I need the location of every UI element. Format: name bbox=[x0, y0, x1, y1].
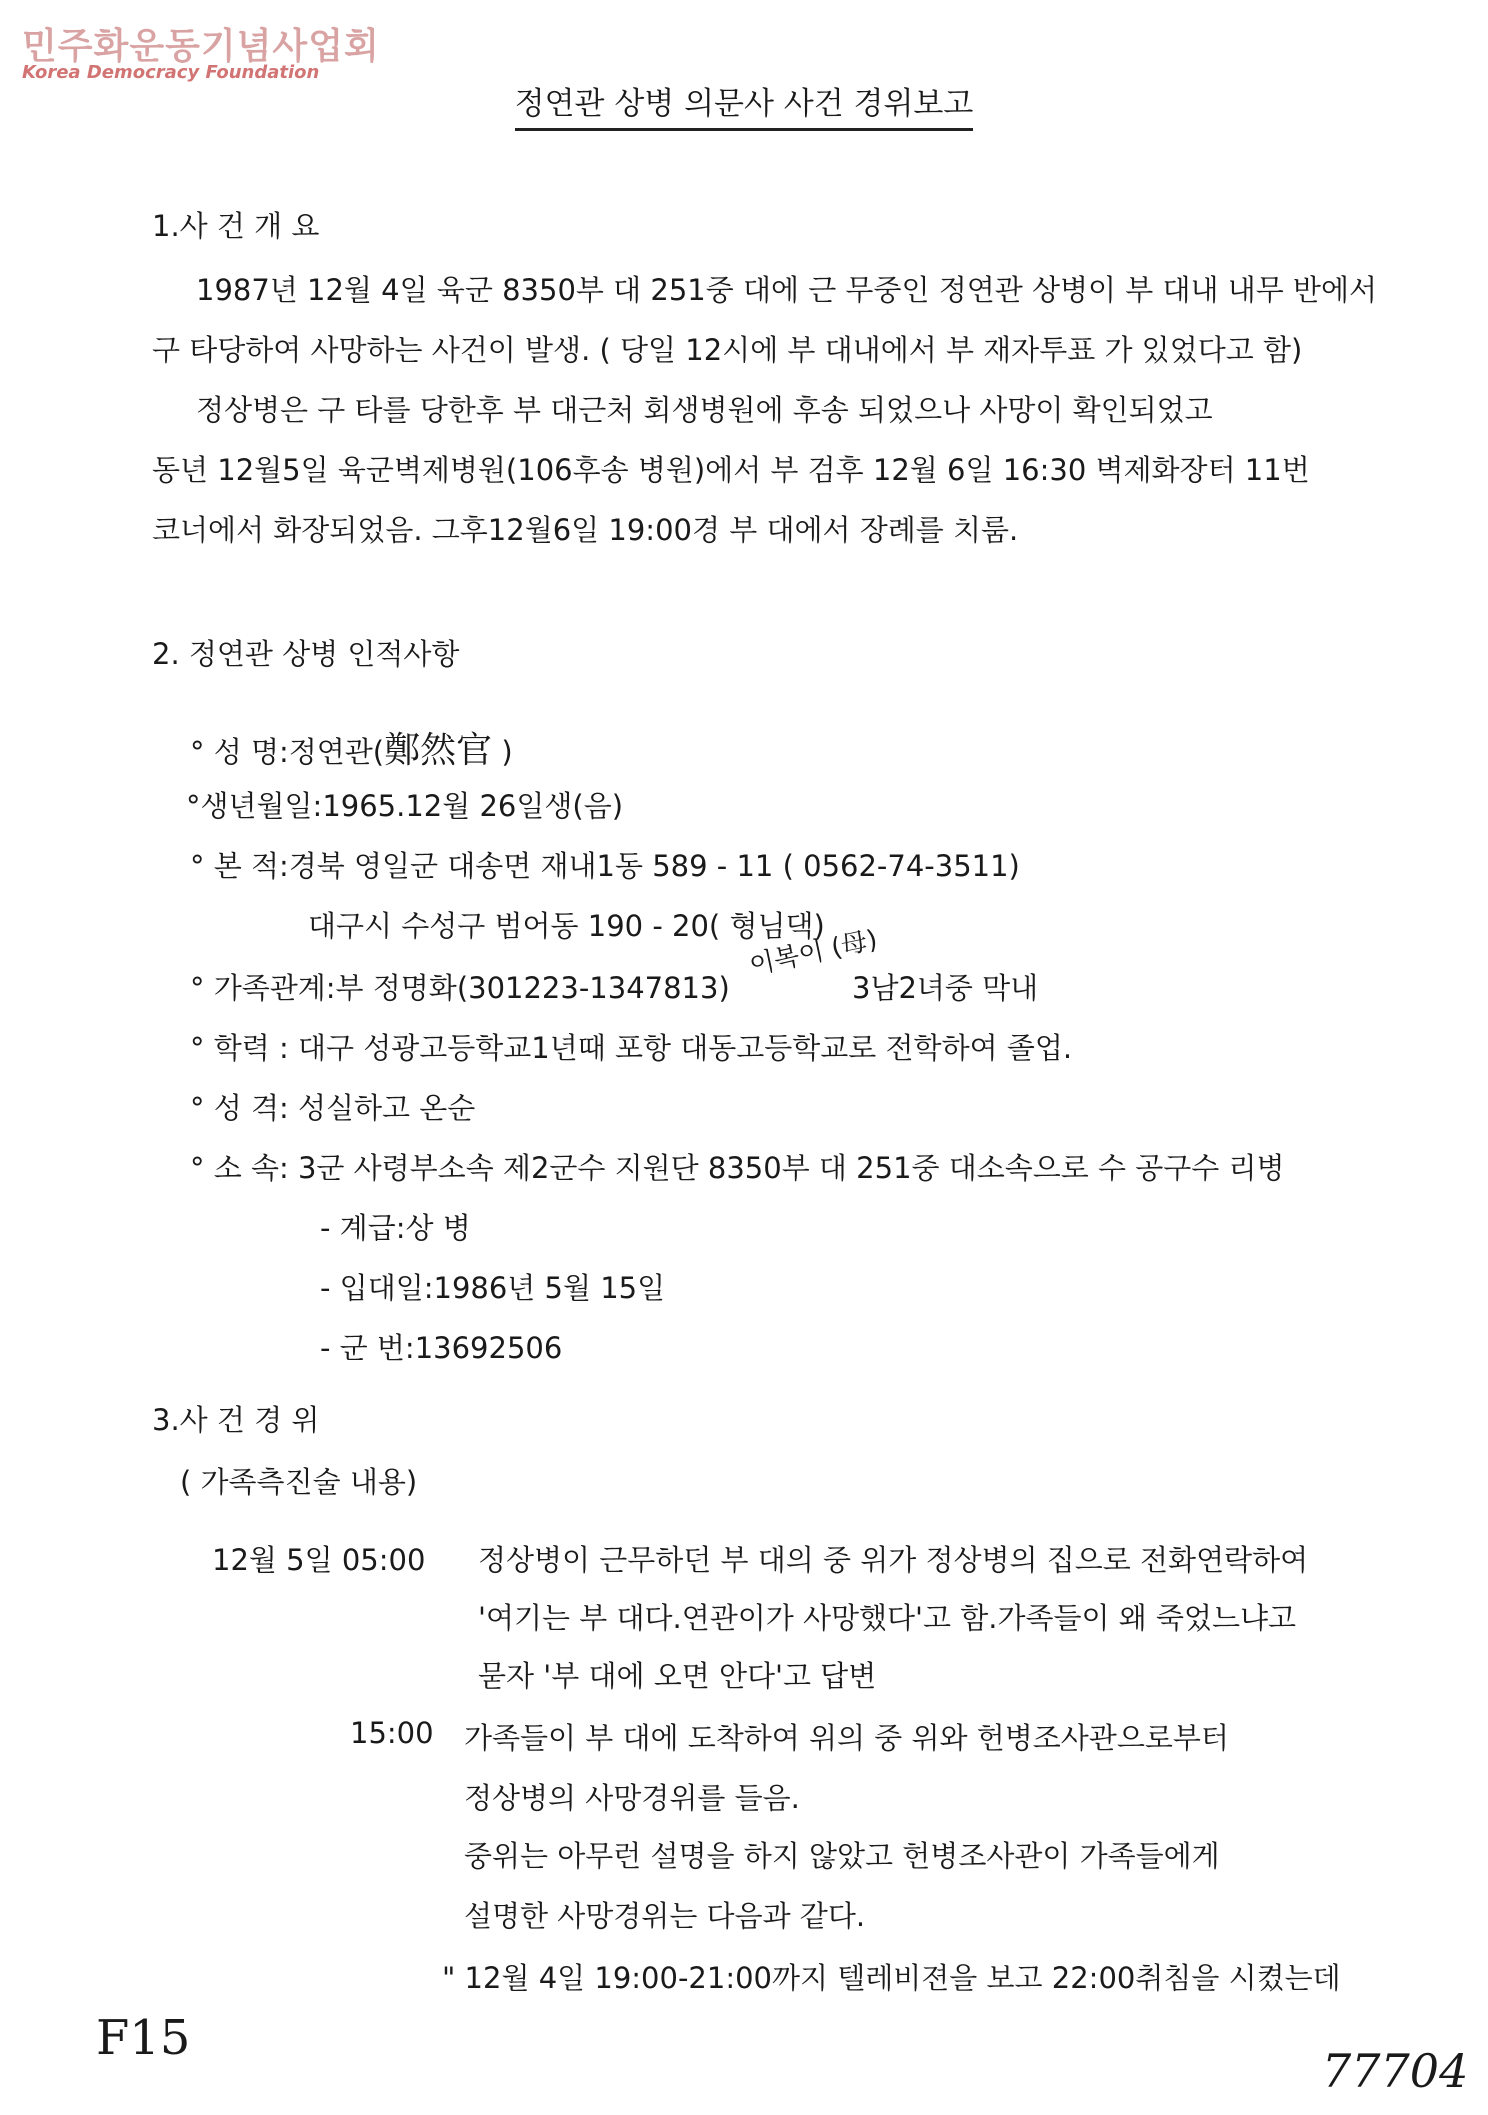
address-row: 대구시 수성구 범어동 190 - 20( 형님댁) bbox=[308, 909, 825, 943]
section1-heading: 1.사 건 개 요 bbox=[152, 209, 320, 243]
section1-line-5: 코너에서 화장되었음. 그후12월6일 19:00경 부 대에서 장례를 치룸. bbox=[152, 513, 1019, 547]
family-tail: 3남2녀중 막내 bbox=[852, 971, 1039, 1005]
entry-1-line-2: '여기는 부 대다.연관이가 사망했다'고 함.가족들이 왜 죽었느냐고 bbox=[478, 1601, 1297, 1635]
margin-mark: F15 bbox=[96, 2010, 191, 2066]
entry-2-time: 15:00 bbox=[350, 1716, 434, 1750]
entry-2-line-2: 정상병의 사망경위를 들음. bbox=[464, 1781, 800, 1815]
page-number: 77704 bbox=[1322, 2044, 1469, 2098]
entry-2-line-1: 가족들이 부 대에 도착하여 위의 중 위와 헌병조사관으로부터 bbox=[464, 1721, 1229, 1755]
document-title bbox=[0, 78, 1488, 123]
entry-2-line-3: 중위는 아무런 설명을 하지 않았고 헌병조사관이 가족들에게 bbox=[464, 1839, 1220, 1873]
origin-row: ° 본 적:경북 영일군 대송면 재내1동 589 - 11 ( 0562-74-3511) bbox=[190, 849, 1020, 883]
entry-1-line-3: 묻자 '부 대에 오면 안다'고 답변 bbox=[478, 1659, 877, 1693]
personality-row: ° 성 격: 성실하고 온순 bbox=[190, 1091, 476, 1125]
birth-row: °생년월일:1965.12월 26일생(음) bbox=[186, 789, 624, 823]
watermark-english: Korea Democracy Foundation bbox=[22, 62, 320, 83]
section3-heading: 3.사 건 경 위 bbox=[152, 1403, 320, 1437]
enlist-date-row: - 입대일:1986년 5월 15일 bbox=[320, 1271, 666, 1305]
name-hanja: 鄭然官 bbox=[384, 730, 493, 771]
entry-2-line-4: 설명한 사망경위는 다음과 같다. bbox=[464, 1899, 866, 1933]
section1-line-1: 1987년 12월 4일 육군 8350부 대 251중 대에 근 무중인 정연관 상병이 부 대내 내무 반에서 bbox=[196, 273, 1377, 307]
section1-line-4: 동년 12월5일 육군벽제병원(106후송 병원)에서 부 검후 12월 6일 16:30 벽제화장터 11번 bbox=[152, 453, 1310, 487]
name-row bbox=[190, 722, 513, 773]
section3-subheading: ( 가족측진술 내용) bbox=[180, 1465, 418, 1499]
name-suffix: ) bbox=[492, 735, 513, 769]
rank-row: - 계급:상 병 bbox=[320, 1211, 471, 1245]
section1-line-3: 정상병은 구 타를 당한후 부 대근처 회생병원에 후송 되었으나 사망이 확인되었고 bbox=[196, 393, 1213, 427]
document-title-text: 정연관 상병 의문사 사건 경위보고 bbox=[515, 86, 974, 131]
entry-1-line-1: 정상병이 근무하던 부 대의 중 위가 정상병의 집으로 전화연락하여 bbox=[478, 1543, 1309, 1577]
unit-row: ° 소 속: 3군 사령부소속 제2군수 지원단 8350부 대 251중 대소속으로 수 공구수 리병 bbox=[190, 1151, 1285, 1185]
name-prefix: ° 성 명:정연관( bbox=[190, 735, 385, 769]
section2-heading: 2. 정연관 상병 인적사항 bbox=[152, 637, 460, 671]
education-row: ° 학력 : 대구 성광고등학교1년때 포항 대동고등학교로 전학하여 졸업. bbox=[190, 1031, 1073, 1065]
watermark-korean: 민주화운동기념사업회 bbox=[22, 26, 380, 67]
section1-line-2: 구 타당하여 사망하는 사건이 발생. ( 당일 12시에 부 대내에서 부 재자투표 가 있었다고 함) bbox=[152, 333, 1303, 367]
quote-line: " 12월 4일 19:00-21:00까지 텔레비젼을 보고 22:00취침을 시켰는데 bbox=[442, 1961, 1341, 1995]
family-row: ° 가족관계:부 정명화(301223-1347813) bbox=[190, 971, 730, 1005]
service-number-row: - 군 번:13692506 bbox=[320, 1331, 563, 1365]
family-handwritten-note: 이복이 (母) bbox=[746, 924, 881, 982]
entry-1-time: 12월 5일 05:00 bbox=[212, 1543, 426, 1577]
